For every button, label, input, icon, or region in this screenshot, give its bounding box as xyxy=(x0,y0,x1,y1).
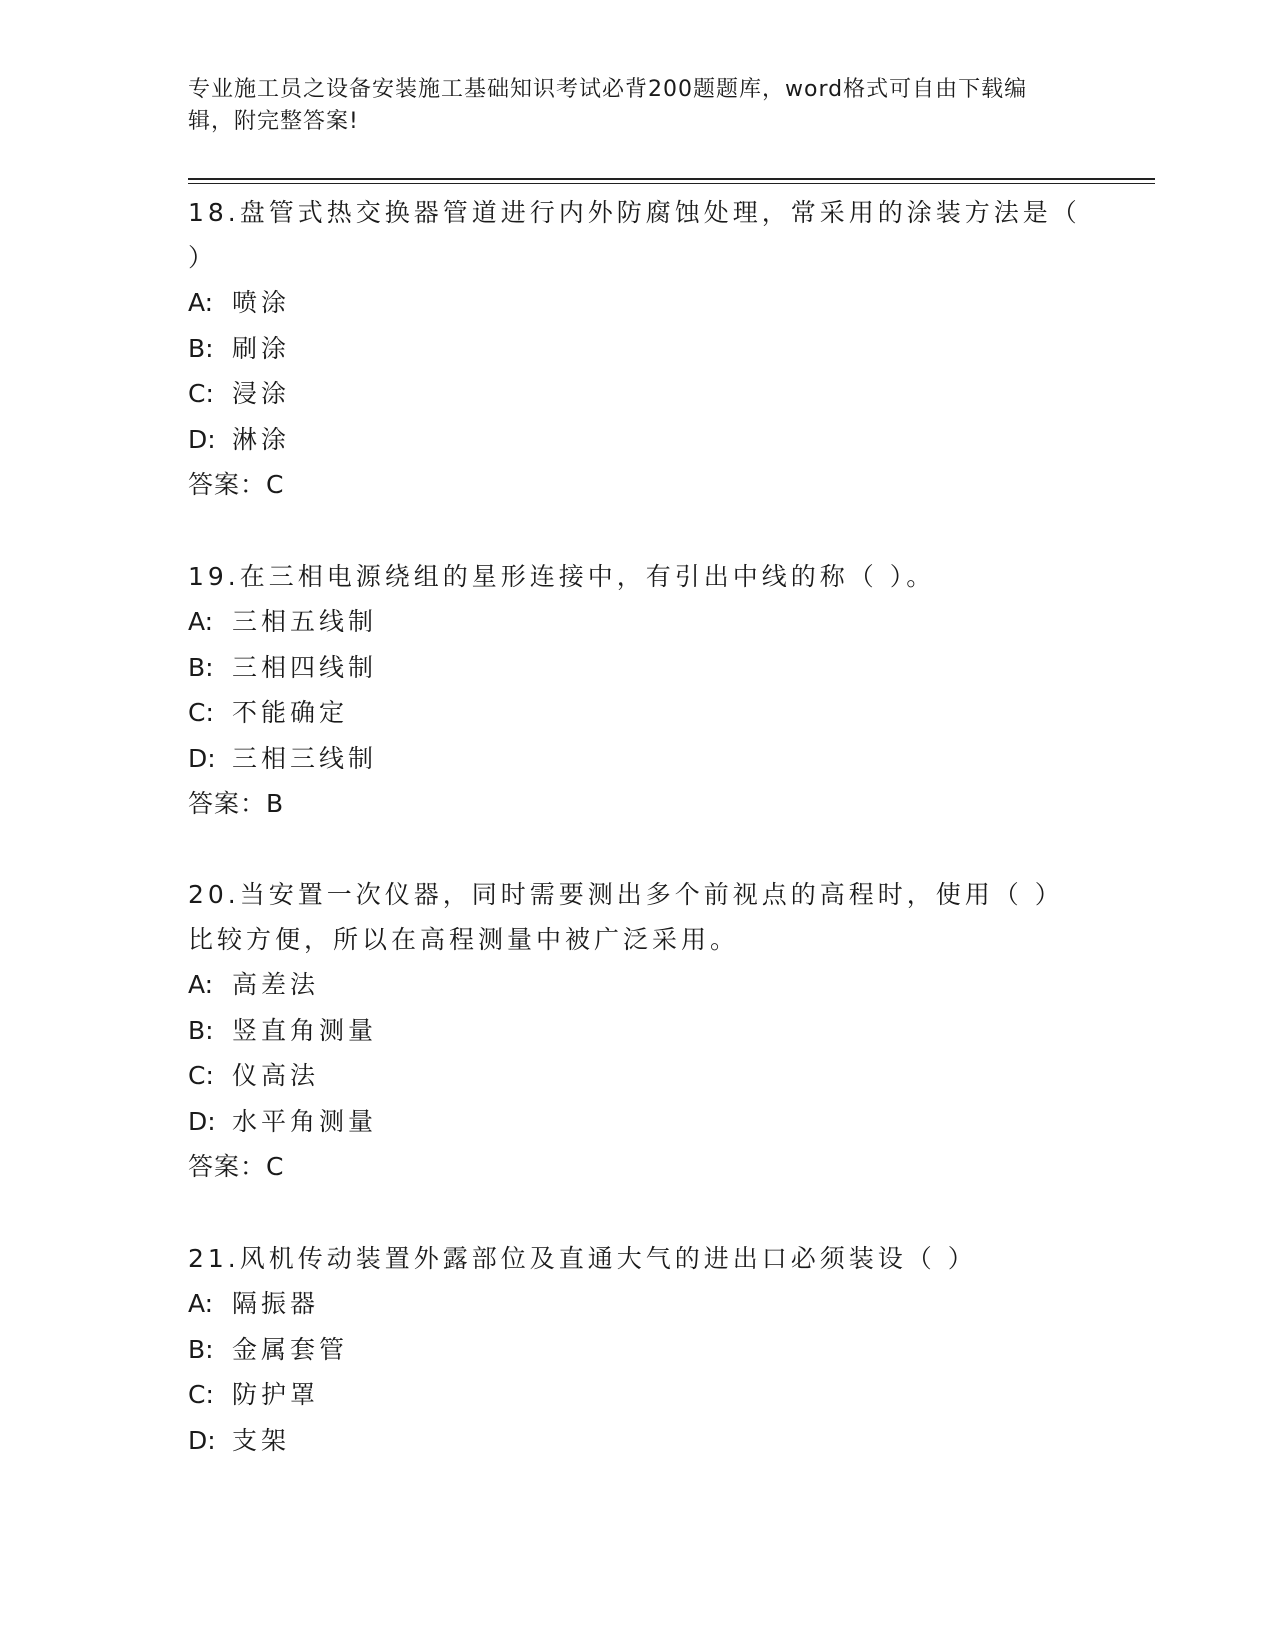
question-stem: 19.在三相电源绕组的星形连接中，有引出中线的称（ ）。 xyxy=(188,562,936,591)
option-a xyxy=(188,599,1088,645)
option-text: 金属套管 xyxy=(232,1334,349,1364)
option-text: 不能确定 xyxy=(232,698,349,727)
option-letter: A: xyxy=(188,970,214,999)
option-c xyxy=(188,1372,1088,1418)
option-text: 淋涂 xyxy=(232,424,291,454)
option-a xyxy=(188,1281,1088,1327)
option-c xyxy=(188,371,1088,417)
option-b xyxy=(188,645,1088,691)
option-text: 竖直角测量 xyxy=(232,1015,378,1045)
option-d xyxy=(188,417,1088,463)
document-header: 专业施工员之设备安装施工基础知识考试必背200题题库，word格式可自由下载编辑，附完整答案! xyxy=(188,77,1028,134)
option-letter: A: xyxy=(188,1289,214,1318)
question-stem: 20.当安置一次仪器，同时需要测出多个前视点的高程时，使用（ ）比较方便，所以在高程测量中被广泛采用。 xyxy=(188,880,1064,954)
question-21 xyxy=(188,1236,1088,1463)
option-letter: C: xyxy=(188,1061,214,1090)
option-c xyxy=(188,1053,1088,1099)
option-letter: D: xyxy=(188,743,216,773)
answer-line: 答案：B xyxy=(188,789,285,818)
option-letter: B: xyxy=(188,1334,214,1364)
option-text: 高差法 xyxy=(232,970,320,999)
option-b xyxy=(188,326,1088,372)
option-text: 仪高法 xyxy=(232,1061,320,1090)
option-letter: C: xyxy=(188,379,214,408)
question-19 xyxy=(188,554,1088,826)
option-letter: D: xyxy=(188,1106,216,1136)
option-letter: B: xyxy=(188,333,214,363)
answer-line: 答案：C xyxy=(188,1152,285,1181)
header-divider-top xyxy=(188,178,1155,180)
option-text: 三相五线制 xyxy=(232,607,378,636)
option-letter: C: xyxy=(188,698,214,727)
option-text: 三相三线制 xyxy=(232,743,378,773)
option-text: 防护罩 xyxy=(232,1380,320,1409)
question-stem: 21.风机传动装置外露部位及直通大气的进出口必须装设（ ） xyxy=(188,1244,977,1273)
option-d xyxy=(188,1099,1088,1145)
question-20 xyxy=(188,872,1088,1189)
question-18 xyxy=(188,190,1088,507)
option-b xyxy=(188,1008,1088,1054)
option-text: 浸涂 xyxy=(232,379,291,408)
option-letter: D: xyxy=(188,1425,216,1455)
option-b xyxy=(188,1327,1088,1373)
option-text: 刷涂 xyxy=(232,333,291,363)
option-text: 支架 xyxy=(232,1425,291,1455)
option-letter: B: xyxy=(188,1015,214,1045)
option-letter: A: xyxy=(188,607,214,636)
option-letter: D: xyxy=(188,424,216,454)
option-d xyxy=(188,1418,1088,1464)
option-text: 隔振器 xyxy=(232,1289,320,1318)
option-a xyxy=(188,280,1088,326)
header-divider-bottom xyxy=(188,183,1155,184)
option-text: 水平角测量 xyxy=(232,1106,378,1136)
option-text: 喷涂 xyxy=(232,288,291,317)
answer-line: 答案：C xyxy=(188,470,285,499)
option-a xyxy=(188,962,1088,1008)
option-c xyxy=(188,690,1088,736)
question-stem: 18.盘管式热交换器管道进行内外防腐蚀处理，常采用的涂装方法是（ ） xyxy=(188,198,1081,272)
option-d xyxy=(188,736,1088,782)
option-text: 三相四线制 xyxy=(232,652,378,682)
option-letter: B: xyxy=(188,652,214,682)
option-letter: A: xyxy=(188,288,214,317)
option-letter: C: xyxy=(188,1380,214,1409)
